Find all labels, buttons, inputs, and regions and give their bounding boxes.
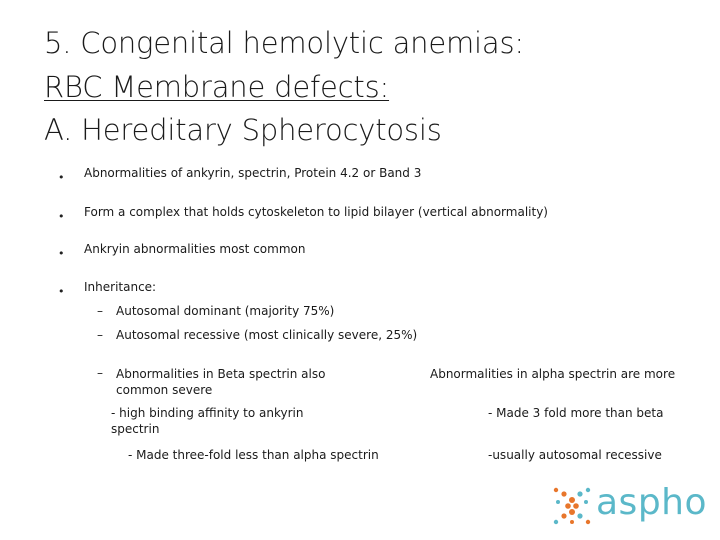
logo-dot xyxy=(561,491,566,496)
logo-dot xyxy=(570,520,574,524)
logo-dot xyxy=(586,520,590,524)
bullet-marker: • xyxy=(58,210,65,223)
sub-item-marker: – xyxy=(97,328,103,342)
bullet-text: Ankryin abnormalities most common xyxy=(84,242,306,256)
bullet-list-item xyxy=(58,205,65,224)
title-line-3: A. Hereditary Spherocytosis xyxy=(44,113,442,147)
logo-dot xyxy=(554,488,558,492)
logo-dot xyxy=(586,488,590,492)
sub-item-marker: – xyxy=(97,304,103,318)
aspho-logo-text: aspho xyxy=(596,482,708,523)
beta-spectrin-note: - Made three-fold less than alpha spectrin xyxy=(128,448,379,462)
logo-dot xyxy=(569,509,575,515)
bullet-text: Abnormalities of ankyrin, spectrin, Protein 4.2 or Band 3 xyxy=(84,166,422,180)
logo-dot xyxy=(554,520,558,524)
title-line-2: RBC Membrane defects: xyxy=(44,70,390,104)
sub-item-text: Autosomal recessive (most clinically severe, 25%) xyxy=(116,328,418,342)
alpha-spectrin-heading: Abnormalities in alpha spectrin are more xyxy=(430,367,676,381)
alpha-spectrin-note: -usually autosomal recessive xyxy=(488,448,662,462)
logo-dot xyxy=(584,500,588,504)
bullet-list-item xyxy=(58,280,65,299)
molecule-icon xyxy=(552,486,592,526)
bullet-list-item xyxy=(58,242,65,261)
bullet-list-item xyxy=(58,166,65,185)
bullet-marker: • xyxy=(58,171,65,184)
bullet-marker: • xyxy=(58,247,65,260)
alpha-spectrin-note: - Made 3 fold more than beta xyxy=(488,406,664,420)
logo-dot xyxy=(569,497,575,503)
aspho-logo-mark xyxy=(552,486,592,526)
sub-item-marker: – xyxy=(97,366,103,380)
sub-item-text: Autosomal dominant (majority 75%) xyxy=(116,304,335,318)
beta-spectrin-note: - high binding affinity to ankyrin spectrin xyxy=(111,406,304,436)
bullet-text: Inheritance: xyxy=(84,280,157,294)
logo-dot xyxy=(573,503,579,509)
sub-item-text: Abnormalities in Beta spectrin also common severe xyxy=(116,367,326,397)
title-line-1: 5. Congenital hemolytic anemias: xyxy=(44,26,524,60)
logo-dot xyxy=(577,491,582,496)
logo-dot xyxy=(556,500,560,504)
bullet-marker: • xyxy=(58,285,65,298)
bullet-text: Form a complex that holds cytoskeleton to lipid bilayer (vertical abnormality) xyxy=(84,205,548,219)
logo-dot xyxy=(561,513,566,518)
logo-dot xyxy=(565,503,571,509)
logo-dot xyxy=(577,513,582,518)
